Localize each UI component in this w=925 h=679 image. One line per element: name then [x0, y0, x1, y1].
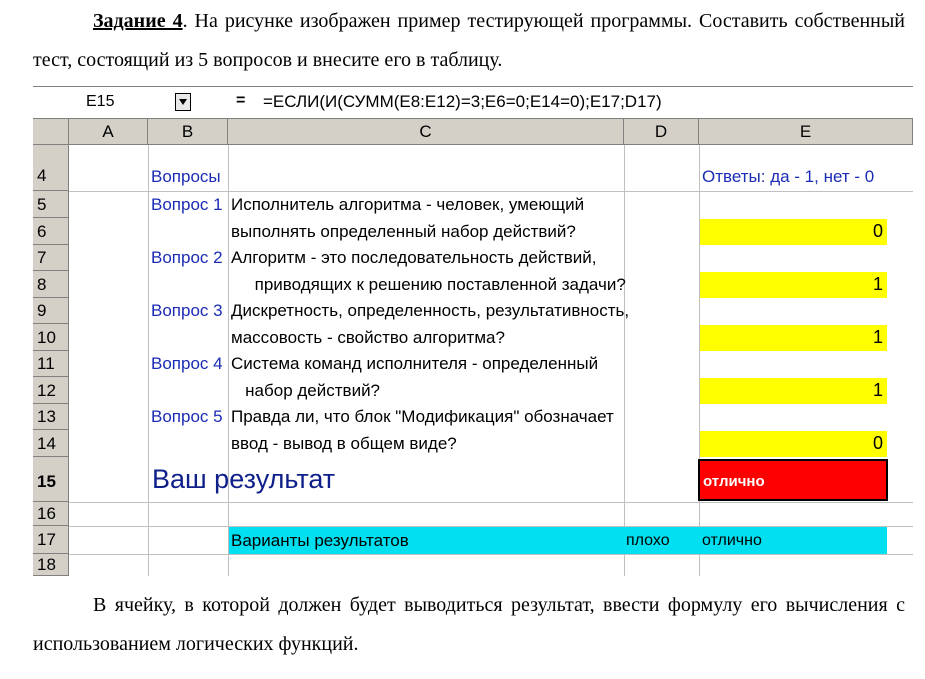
select-all-corner[interactable]	[33, 119, 69, 145]
cell-b7[interactable]: Вопрос 2	[151, 248, 223, 267]
row-header-16[interactable]: 16	[33, 502, 69, 526]
task-label: Задание 4	[93, 10, 183, 32]
cell-c8[interactable]: приводящих к решению поставленной задачи?	[231, 275, 626, 294]
row-header-4[interactable]: 4	[33, 145, 69, 191]
result-cell-e15[interactable]: отлично	[698, 459, 888, 501]
row-header-7[interactable]: 7	[33, 245, 69, 271]
cell-c12[interactable]: набор действий?	[231, 381, 381, 400]
cell-b9[interactable]: Вопрос 3	[151, 301, 223, 320]
equals-sign[interactable]: =	[236, 92, 246, 109]
cell-b11[interactable]: Вопрос 4	[151, 354, 223, 373]
cell-e4[interactable]: Ответы: да - 1, нет - 0	[702, 167, 875, 186]
cell-e6[interactable]: 0	[873, 221, 884, 241]
gridline	[148, 145, 149, 576]
answer-cell-fill	[700, 272, 887, 298]
cell-c6[interactable]: выполнять определенный набор действий?	[231, 222, 576, 241]
answer-cell-fill	[700, 431, 887, 457]
answer-cell-fill	[700, 219, 887, 245]
cell-d17[interactable]: плохо	[626, 532, 670, 549]
cell-e8[interactable]: 1	[873, 274, 884, 294]
cell-c11[interactable]: Система команд исполнителя - определенный	[231, 354, 599, 373]
row-header-11[interactable]: 11	[33, 351, 69, 377]
cell-b4[interactable]: Вопросы	[151, 167, 221, 186]
row-header-6[interactable]: 6	[33, 218, 69, 245]
row-header-18[interactable]: 18	[33, 554, 69, 576]
row-header-9[interactable]: 9	[33, 298, 69, 324]
row-header-14[interactable]: 14	[33, 430, 69, 457]
row-header-8[interactable]: 8	[33, 271, 69, 298]
column-header-b[interactable]: B	[148, 119, 228, 145]
formula-bar	[33, 86, 913, 119]
cell-reference: E15	[86, 93, 115, 110]
cell-e12[interactable]: 1	[873, 380, 884, 400]
result-title-cell[interactable]: Ваш результат	[152, 464, 336, 494]
column-header-e[interactable]: E	[699, 119, 913, 145]
cell-b13[interactable]: Вопрос 5	[151, 407, 223, 426]
row-header-13[interactable]: 13	[33, 404, 69, 430]
gridline	[624, 145, 625, 576]
row-header-5[interactable]: 5	[33, 191, 69, 218]
answer-cell-fill	[700, 378, 887, 404]
gridline	[699, 145, 700, 576]
cell-b5[interactable]: Вопрос 1	[151, 195, 223, 214]
row-header-10[interactable]: 10	[33, 324, 69, 351]
column-header-c[interactable]: C	[228, 119, 624, 145]
outro-paragraph: В ячейку, в которой должен будет выводиться результат, ввести формулу его вычисления с использованием логических функций.	[33, 594, 905, 655]
gridline	[69, 502, 913, 503]
cell-c17[interactable]: Варианты результатов	[231, 531, 409, 550]
name-box[interactable]	[33, 87, 174, 118]
gridline	[228, 145, 229, 576]
formula-input[interactable]: =ЕСЛИ(И(СУММ(E8:E12)=3;E6=0;E14=0);E17;D17)	[263, 92, 662, 111]
cell-c14[interactable]: ввод - вывод в общем виде?	[231, 434, 457, 453]
cell-c10[interactable]: массовость - свойство алгоритма?	[231, 328, 505, 347]
cell-e10[interactable]: 1	[873, 327, 884, 347]
cell-c13[interactable]: Правда ли, что блок "Модификация" обозначает	[231, 407, 614, 426]
cell-e14[interactable]: 0	[873, 433, 884, 453]
cell-c9[interactable]: Дискретность, определенность, результативность,	[231, 301, 630, 320]
gridline	[69, 554, 913, 555]
column-header-a[interactable]: A	[69, 119, 148, 145]
cell-c7[interactable]: Алгоритм - это последовательность действий,	[231, 248, 597, 267]
task-text: . На рисунке изображен пример тестирующей программы. Составить собственный тест, состоящий из 5 вопросов и внесите его в таблицу.	[33, 10, 905, 71]
answer-cell-fill	[700, 325, 887, 351]
column-header-d[interactable]: D	[624, 119, 699, 145]
cell-e17[interactable]: отлично	[702, 532, 762, 549]
chevron-down-icon[interactable]	[175, 93, 191, 111]
row-header-12[interactable]: 12	[33, 377, 69, 404]
task-paragraph	[33, 2, 905, 80]
gridline	[69, 191, 913, 192]
spreadsheet	[33, 86, 913, 576]
row-header-15[interactable]: 15	[33, 457, 69, 502]
cell-c5[interactable]: Исполнитель алгоритма - человек, умеющий	[231, 195, 585, 214]
row-header-17[interactable]: 17	[33, 526, 69, 554]
